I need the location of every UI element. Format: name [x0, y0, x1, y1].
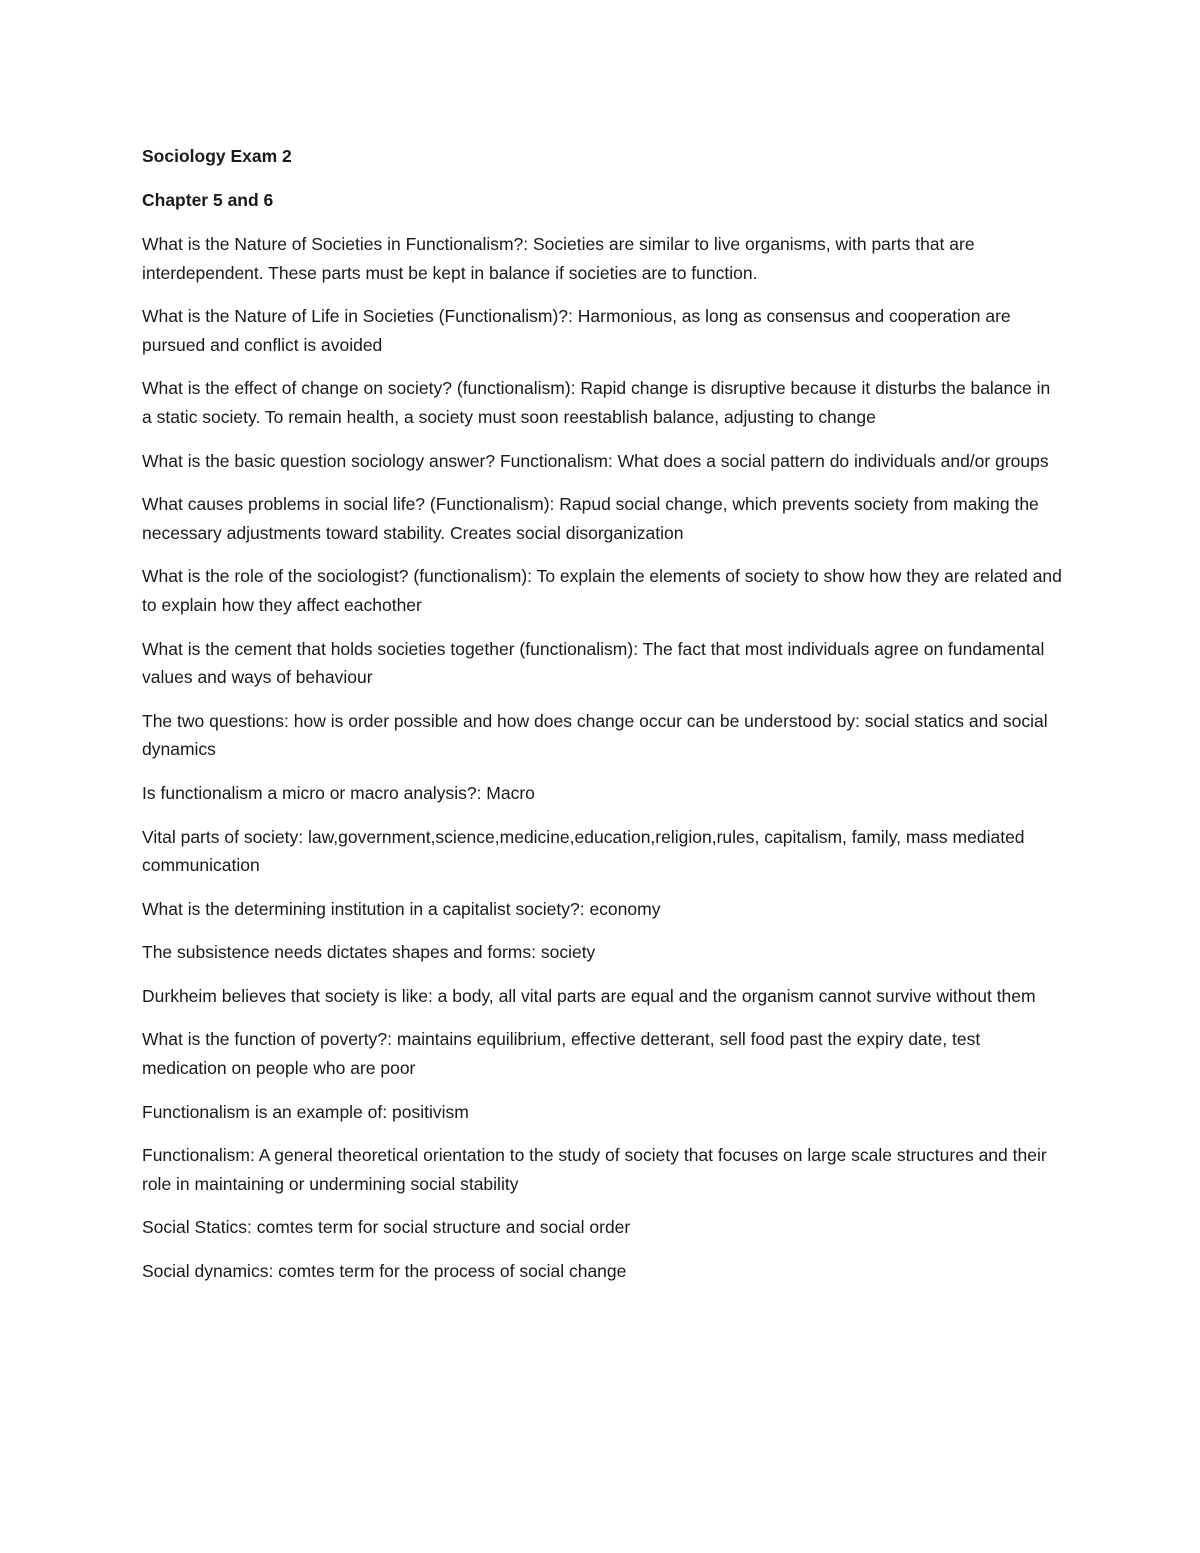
- paragraph: Functionalism: A general theoretical orientation to the study of society that focuses on large scale structures and their role in maintaining or undermining social stability: [142, 1145, 1047, 1194]
- paragraph: The two questions: how is order possible and how does change occur can be understood by: social statics and social dynamics: [142, 710, 1048, 760]
- paragraph: What is the function of poverty?: maintains equilibrium, effective detterant, sell food past the expiry date, test medication on people who are poor: [142, 1029, 981, 1079]
- paragraph: What is the determining institution in a capitalist society?: economy: [142, 898, 661, 919]
- paragraph: Functionalism is an example of: positivism: [142, 1101, 469, 1122]
- paragraph: Social Statics: comtes term for social structure and social order: [142, 1217, 631, 1238]
- paragraph: Vital parts of society: law,government,science,medicine,education,religion,rules, capitalism, family, mass mediated communication: [142, 826, 1025, 876]
- document-title: Sociology Exam 2: [142, 146, 292, 166]
- paragraph: What is the basic question sociology answer? Functionalism: What does a social pattern do individuals and/or groups: [142, 450, 1049, 471]
- paragraph: The subsistence needs dictates shapes and forms: society: [142, 942, 596, 963]
- paragraph: Is functionalism a micro or macro analysis?: Macro: [142, 782, 535, 803]
- paragraph: What is the Nature of Societies in Functionalism?: Societies are similar to live organisms, with parts that are interdependent. These parts must be kept in balance if societies are to function.: [142, 234, 975, 283]
- paragraph: What causes problems in social life? (Functionalism): Rapud social change, which prevents society from making the necessary adjustments toward stability. Creates social disorganization: [142, 494, 1039, 543]
- document-page: [142, 142, 1062, 1301]
- paragraph: What is the effect of change on society? (functionalism): Rapid change is disruptive because it disturbs the balance in a static society. To remain health, a society must soon reestablish balance, adjusting to change: [142, 378, 1051, 427]
- paragraph-list: [142, 230, 1062, 1286]
- paragraph: What is the role of the sociologist? (functionalism): To explain the elements of society to show how they are related and to explain how they affect eachother: [142, 566, 1062, 615]
- document-subtitle: Chapter 5 and 6: [142, 190, 274, 210]
- paragraph: What is the cement that holds societies together (functionalism): The fact that most individuals agree on fundamental values and ways of behaviour: [142, 638, 1045, 688]
- paragraph: Social dynamics: comtes term for the process of social change: [142, 1261, 627, 1282]
- paragraph: What is the Nature of Life in Societies (Functionalism)?: Harmonious, as long as consensus and cooperation are pursued and conflict is avoided: [142, 306, 1011, 355]
- paragraph: Durkheim believes that society is like: a body, all vital parts are equal and the organism cannot survive without them: [142, 985, 1036, 1006]
